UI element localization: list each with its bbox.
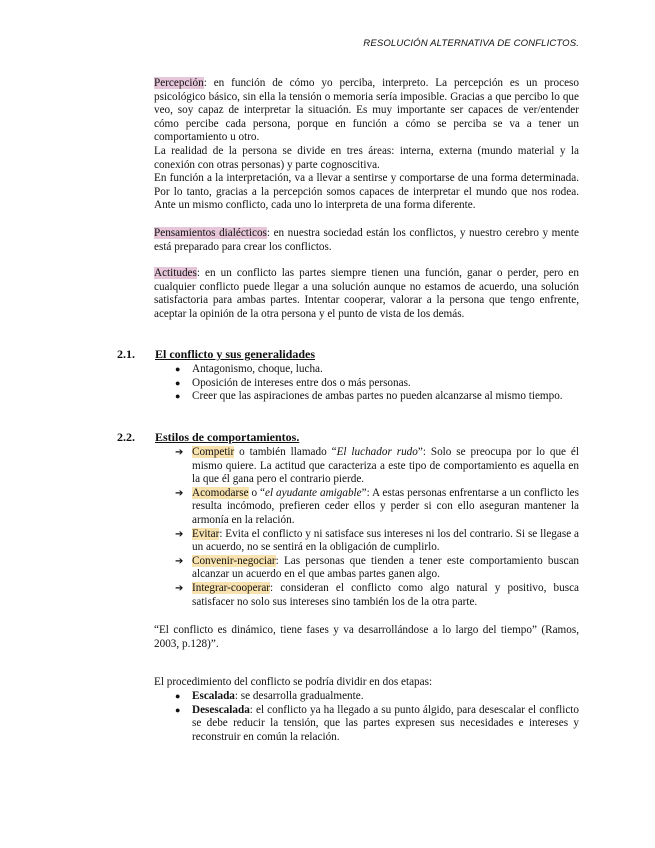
percepcion-block <box>154 77 579 213</box>
pensamientos-text: : en nuestra sociedad están los conflictos, y nuestro cerebro y mente está preparado para crear los conflictos. <box>154 227 579 253</box>
percepcion-areas: La realidad de la persona se divide en tres áreas: interna, externa (mundo material y la conexión con otras personas) y parte cognoscitiva. <box>154 144 579 171</box>
pensamientos-term: Pensamientos dialécticos <box>154 227 267 239</box>
style-term: Convenir-negociar <box>192 554 276 567</box>
percepcion-text: : en función de cómo yo perciba, interpreto. La percepción es un proceso psicológico básico, sin ella la tensión o memoria sería imposible. Gracias a que percibo lo que veo, soy capaz de interpretar la situación. Es muy importante ser capaces de ver/entender cómo percibe cada persona, porque en función a cómo se perciba se va a tener un comportamiento u otro. <box>154 77 579 144</box>
pensamientos-paragraph <box>154 227 579 254</box>
list-item <box>175 704 579 745</box>
procedimiento-intro-text: El procedimiento del conflicto se podría dividir en dos etapas: <box>154 676 433 688</box>
list-item: ● Creer que las aspiraciones de ambas partes no pueden alcanzarse al mismo tiempo. <box>175 390 579 404</box>
actitudes-block <box>154 267 579 321</box>
quote <box>154 624 579 651</box>
style-text: : Las personas que tienden a tener este comportamiento buscan alcanzar un acuerdo en el que ambas partes ganen algo. <box>192 554 579 581</box>
style-term: Competir <box>192 446 235 458</box>
list-item <box>175 487 579 528</box>
conflict-generalities-list <box>175 363 579 404</box>
behavior-styles-list <box>175 446 579 609</box>
percepcion-interpretacion: En función a la interpretación, va a llevar a sentirse y comportarse de una forma determinada. Por lo tanto, gracias a la percepción somos capaces de interpretar el mundo que nos rodea. Ante un mismo conflicto, cada uno lo interpreta de una forma diferente. <box>154 172 579 212</box>
pensamientos-block <box>154 227 579 254</box>
percepcion-term: Percepción <box>154 77 204 89</box>
list-item <box>175 555 579 582</box>
percepcion-paragraph <box>154 77 579 145</box>
list-item <box>175 690 579 704</box>
section-title: El conflicto y sus generalidades <box>155 347 316 361</box>
style-text: : consideran el conflicto como algo natural y positivo, busca satisfacer no solo sus intereses sino también los de la otra parte. <box>192 581 579 608</box>
list-item: ● Oposición de intereses entre dos o más personas. <box>175 377 579 391</box>
style-text: ”: A estas personas enfrentarse a un conflicto les resulta incómodo, prefieren ceder ellos y perder si con ello aseguran mantener la armonía en la relación. <box>192 486 580 526</box>
list-item <box>175 582 579 609</box>
list-item <box>175 446 579 487</box>
actitudes-paragraph <box>154 267 579 321</box>
stage-text: : el conflicto ya ha llegado a su punto álgido, para desescalar el conflicto se debe reducir la tensión, que las partes expresen sus necesidades e intereses y reconstruir en común la relación. <box>192 703 579 743</box>
list-item <box>175 528 579 555</box>
quote-text: “El conflicto es dinámico, tiene fases y va desarrollándose a lo largo del tiempo” (Ramos, 2003, p.128)”. <box>154 624 579 650</box>
stage-text: : se desarrolla gradualmente. <box>234 690 364 702</box>
actitudes-term: Actitudes <box>154 267 197 279</box>
section-number: 2.2. <box>117 430 135 444</box>
procedimiento-intro <box>154 676 579 690</box>
section-title: Estilos de comportamientos. <box>155 430 300 444</box>
style-text: : Evita el conflicto y ni satisface sus intereses ni los del contrario. Si se llegase a un acuerdo, no se sentirá en la obligación de cumplirlo. <box>192 527 579 554</box>
actitudes-text: : en un conflicto las partes siempre tienen una función, ganar o perder, pero en cualquier conflicto puede llegar a una solución aunque no estamos de acuerdo, una solución satisfactoria para ambas partes. Intentar cooperar, valorar a la persona que tengo enfrente, aceptar la opinión de la otra persona y el punto de vista de los demás. <box>154 267 579 320</box>
list-item: ● Antagonismo, choque, lucha. <box>175 363 579 377</box>
style-text: ”: Solo se preocupa por lo que él mismo quiere. La actitud que caracteriza a este tipo de comportamiento es aquella en la que él gana pero el contrario pierde. <box>192 446 580 486</box>
style-nickname: el ayudante amigable <box>265 486 362 499</box>
section-number: 2.1. <box>117 347 135 361</box>
style-term: Evitar <box>192 527 220 540</box>
stage-term: Desescalada <box>192 703 250 716</box>
style-nickname: El luchador rudo <box>336 446 418 458</box>
page-header: RESOLUCIÓN ALTERNATIVA DE CONFLICTOS. <box>363 38 579 49</box>
style-text-pre: o también llamado “ <box>234 446 337 458</box>
style-term: Acomodarse <box>192 486 249 499</box>
stage-term: Escalada <box>192 690 235 702</box>
style-text-pre: o “ <box>248 486 265 499</box>
style-term: Integrar-cooperar <box>192 581 271 594</box>
procedimiento-list <box>175 690 579 744</box>
